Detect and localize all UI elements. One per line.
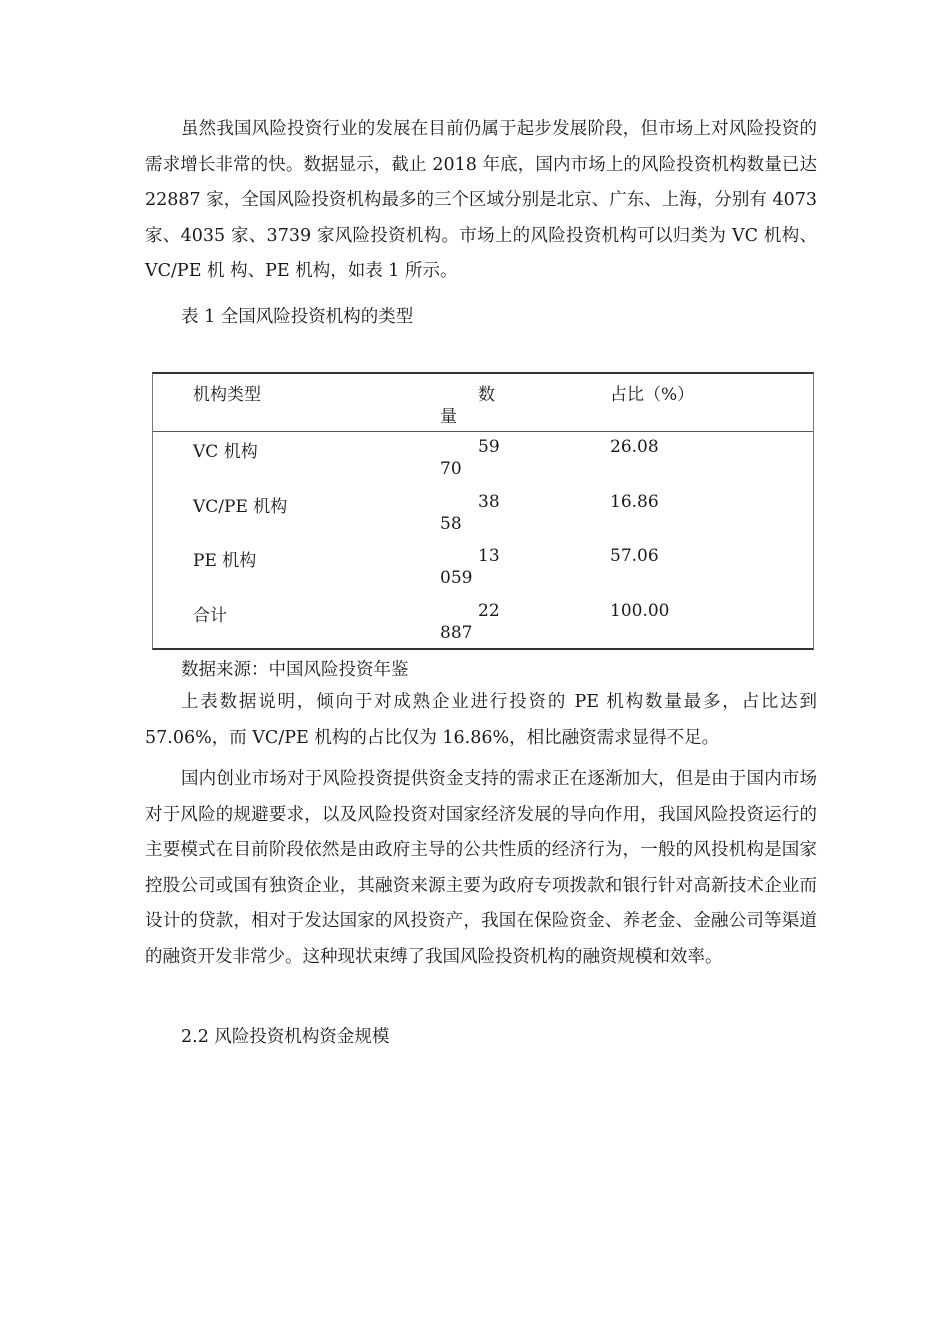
row-vcpe-ratio: 16.86 [610,492,659,512]
row-total-type: 合计 [193,606,227,626]
section-heading: 2.2 风险投资机构资金规模 [181,1027,390,1047]
header-ratio: 占比（%） [610,385,695,405]
table-header-rule [153,431,813,432]
row-vc-count-line2: 70 [440,459,462,479]
row-pe-count-line1: 13 [478,546,500,566]
source-note: 数据来源：中国风险投资年鉴 [181,660,409,680]
row-vcpe-count-line1: 38 [478,492,500,512]
row-vc-type: VC 机构 [193,442,258,462]
header-type: 机构类型 [193,385,261,405]
table-caption: 表 1 全国风险投资机构的类型 [181,307,414,327]
row-pe-type: PE 机构 [193,551,257,571]
paragraph-analysis: 上表数据说明，倾向于对成熟企业进行投资的 PE 机构数量最多，占比达到 57.06%，而 VC/PE 机构的占比仅为 16.86%，相比融资需求显得不足。 [145,692,817,748]
row-vc-ratio: 26.08 [610,437,659,457]
row-total-ratio: 100.00 [610,601,670,621]
row-vcpe-count-line2: 58 [440,514,462,534]
row-pe-ratio: 57.06 [610,546,659,566]
row-total-count-line2: 887 [440,623,473,643]
institution-type-table [152,372,814,650]
header-count-line2: 量 [440,407,457,427]
row-pe-count-line2: 059 [440,568,473,588]
paragraph-financing: 国内创业市场对于风险投资提供资金支持的需求正在逐渐加大，但是由于国内市场对于风险的规避要求，以及风险投资对国家经济发展的导向作用，我国风险投资运行的主要模式在目前阶段依然是由政府主导的公共性质的经济行为，一般的风投机构是国家控股公司或国有独资企业，其融资来源主要为政府专项拨款和银行针对高新技术企业而设计的贷款，相对于发达国家的风投资产，我国在保险资金、养老金、金融公司等渠道的融资开发非常少。这种现状束缚了我国风险投资机构的融资规模和效率。 [145,769,817,967]
header-count-line1: 数 [478,385,495,405]
row-vc-count-line1: 59 [478,437,500,457]
row-total-count-line1: 22 [478,601,500,621]
paragraph-intro: 虽然我国风险投资行业的发展在目前仍属于起步发展阶段，但市场上对风险投资的需求增长非常的快。数据显示，截止 2018 年底，国内市场上的风险投资机构数量已达 22887 家，全国风险投资机构最多的三个区域分别是北京、广东、上海，分别有 4073 家、4035 家、3739 家风险投资机构。市场上的风险投资机构可以归类为 VC 机构、VC/PE 机 构、PE 机构，如表 1 所示。 [145,119,817,281]
row-vcpe-type: VC/PE 机构 [193,497,288,517]
